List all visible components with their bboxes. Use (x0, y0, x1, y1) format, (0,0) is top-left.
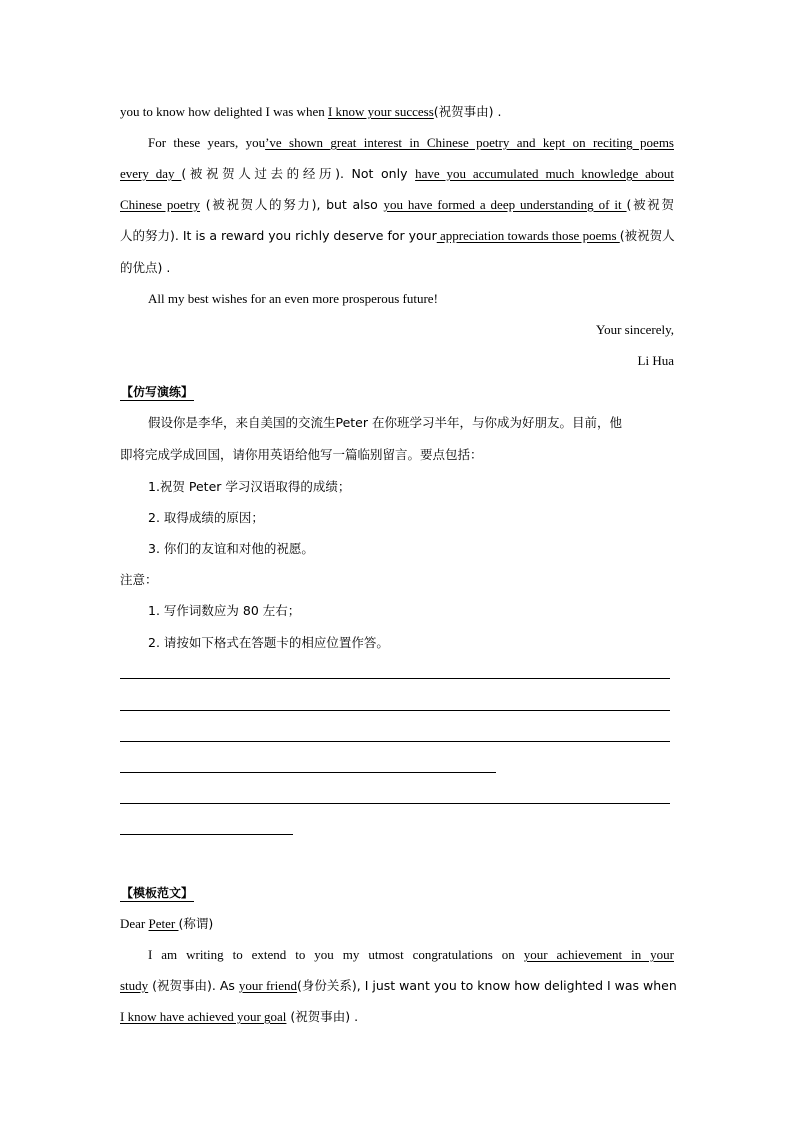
practice-para-line-2: 即将完成学成回国，请你用英语给他写一篇临别留言。要点包括： (120, 447, 483, 462)
answer-line-3 (120, 741, 670, 742)
practice-point-2: 2. 取得成绩的原因； (148, 510, 264, 525)
template-line-1: I am writing to extend to you my utmost congratulations on your achievement in your (148, 947, 674, 962)
template-line-3: I know have achieved your goal (祝贺事由) . (120, 1009, 359, 1024)
answer-line-1 (120, 678, 670, 679)
note-2: 2. 请按如下格式在答题卡的相应位置作答。 (148, 635, 389, 650)
template-salutation: Dear Peter (称谓) (120, 916, 214, 931)
practice-heading: 【仿写演练】 (121, 385, 194, 399)
sample-line-4: Chinese poetry (被祝贺人的努力), but also you have formed a deep understanding of it (被祝贺 (120, 197, 674, 212)
practice-para-line-1: 假设你是李华，来自美国的交流生Peter 在你班学习半年，与你成为好朋友。目前，他 (148, 415, 622, 430)
sample-line-6: 的优点) . (120, 260, 171, 275)
sample-line-3: every day (被祝贺人过去的经历). Not only have you accumulated much knowledge about (120, 166, 675, 181)
template-line-2: study (祝贺事由). As your friend(身份关系), I just want you to know how delighted I was when (120, 978, 677, 993)
answer-line-2 (120, 710, 670, 711)
template-heading: 【模板范文】 (121, 886, 194, 900)
sample-line-7: All my best wishes for an even more prosperous future! (148, 291, 438, 306)
practice-point-3: 3. 你们的友谊和对他的祝愿。 (148, 541, 314, 556)
note-1: 1. 写作词数应为 80 左右； (148, 603, 301, 618)
sample-line-5: 人的努力). It is a reward you richly deserve for your appreciation towards those poems (被祝贺人 (120, 228, 675, 243)
note-label: 注意： (120, 572, 158, 587)
answer-line-5 (120, 803, 670, 804)
sample-line-2: For these years, you’ve shown great interest in Chinese poetry and kept on reciting poems (148, 135, 674, 150)
sample-signature: Li Hua (637, 353, 674, 368)
practice-point-1: 1.祝贺 Peter 学习汉语取得的成绩； (148, 479, 351, 494)
answer-line-6 (120, 834, 293, 835)
sample-line-1: you to know how delighted I was when I know your success(祝贺事由) . (120, 104, 502, 119)
answer-line-4 (120, 772, 496, 773)
sample-closing: Your sincerely, (596, 322, 674, 337)
